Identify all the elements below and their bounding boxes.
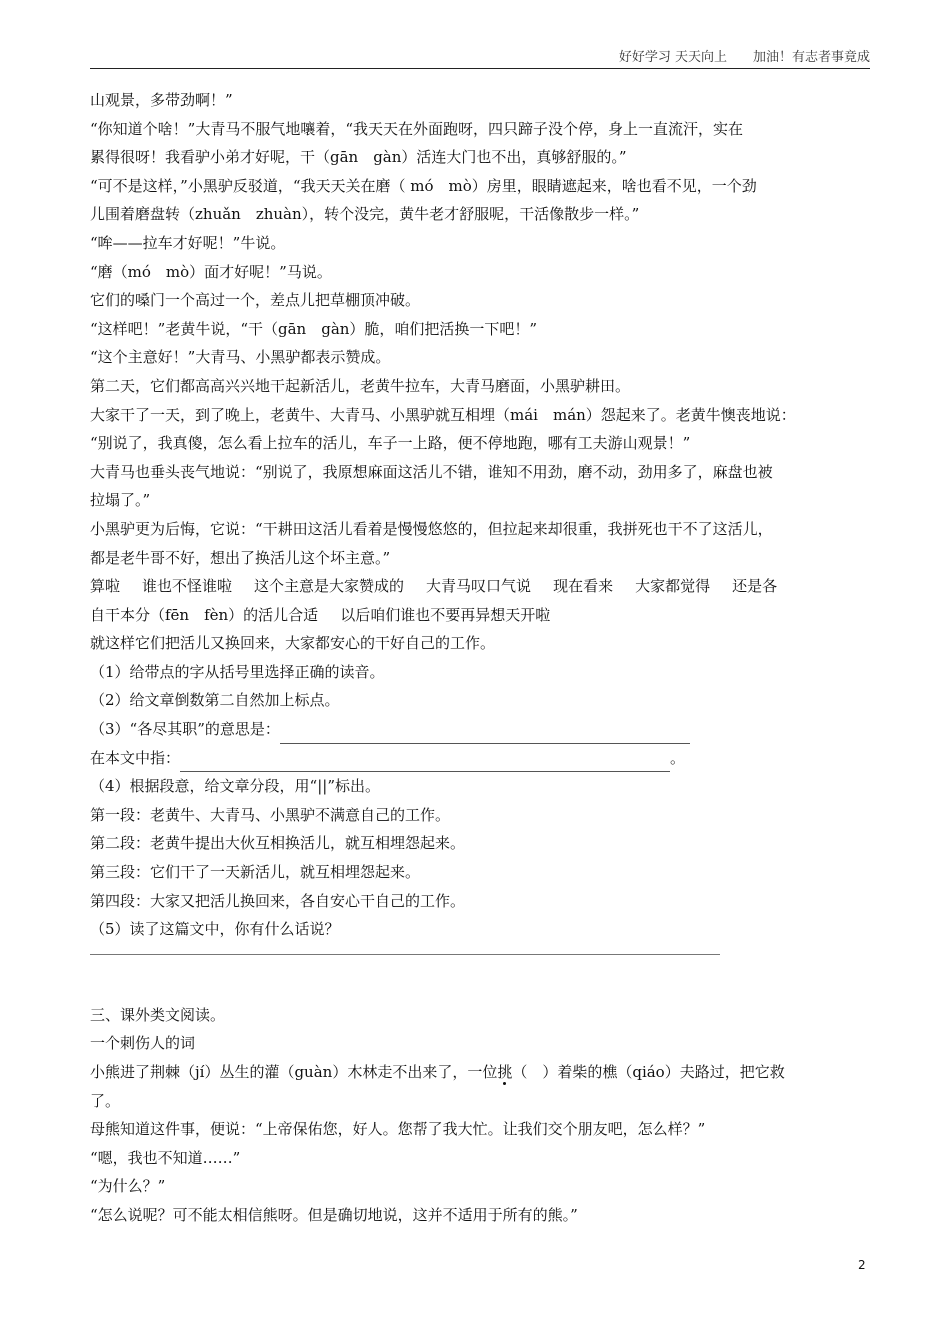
fragment: 这个主意是大家赞成的 — [254, 577, 405, 596]
fragment: 谁也不怪谁啦 — [142, 577, 233, 596]
story-paragraph-3: “嗯，我也不知道……” — [90, 1148, 241, 1167]
text-line: “可不是这样，”小黑驴反驳道，“我天天关在磨（ mó mò）房里，眼睛遮起来，啥也看不见，一个劲 — [90, 176, 757, 195]
question-3-reference — [90, 744, 870, 773]
text-line: “这样吧！”老黄牛说，“干（gān gàn）脆，咱们把活换一下吧！” — [90, 319, 538, 338]
unpunctuated-passage-line-2 — [90, 601, 870, 630]
text-line: 都是老牛哥不好，想出了换活儿这个坏主意。” — [90, 548, 391, 567]
unpunctuated-passage-line-1 — [90, 572, 870, 601]
fragment: 算啦 — [90, 577, 121, 596]
fragment: 以后咱们谁也不要再异想天开啦 — [340, 605, 551, 624]
header-motto-right: 加油！有志者事竟成 — [752, 50, 870, 65]
story-title: 一个刺伤人的词 — [90, 1034, 196, 1053]
segment-1: 第一段：老黄牛、大青马、小黑驴不满意自己的工作。 — [90, 805, 451, 824]
page-header — [90, 46, 870, 69]
page-number: 2 — [858, 1258, 866, 1272]
fragment: 大家都觉得 — [635, 577, 711, 596]
header-motto-left: 好好学习 天天向上 — [618, 50, 727, 65]
text-line: 儿围着磨盘转（zhuǎn zhuàn），转个没完，黄牛老才舒服呢，干活像散步一样。” — [90, 205, 640, 224]
text-line: “磨（mó mò）面才好呢！”马说。 — [90, 262, 332, 281]
segment-4: 第四段：大家又把活儿换回来，各自安心干自己的工作。 — [90, 891, 466, 910]
question-1: （1）给带点的字从括号里选择正确的读音。 — [90, 662, 385, 681]
text-line: 第二天，它们都高高兴兴地干起新活儿，老黄牛拉车，大青马磨面，小黑驴耕田。 — [90, 376, 631, 395]
question-3-label: （3）“各尽其职”的意思是： — [90, 720, 280, 739]
story-paragraph-5: “怎么说呢？可不能太相信熊呀。但是确切地说，这并不适用于所有的熊。” — [90, 1205, 578, 1224]
segment-3: 第三段：它们干了一天新活儿，就互相埋怨起来。 — [90, 863, 421, 882]
fragment: 大青马叹口气说 — [426, 577, 532, 596]
answer-blank[interactable] — [280, 725, 690, 744]
question-2: （2）给文章倒数第二自然加上标点。 — [90, 691, 340, 710]
answer-blank[interactable] — [180, 753, 670, 772]
question-4: （4）根据段意，给文章分段，用“||”标出。 — [90, 777, 380, 796]
fragment: 现在看来 — [553, 577, 614, 596]
story-paragraph-1: 小熊进了荆棘（jí）丛生的灌（guàn）木林走不出来了，一位挑（ ）着柴的樵（qiáo）夫路过，把它救 — [90, 1063, 785, 1081]
text-line: 大家干了一天，到了晚上，老黄牛、大青马、小黑驴就互相埋（mái mán）怨起来了。老黄牛懊丧地说： — [90, 405, 796, 424]
text-line: “你知道个啥！”大青马不服气地嚷着，“我天天在外面跑呀，四只蹄子没个停，身上一直流汗，实在 — [90, 119, 744, 138]
section-heading: 三、课外类文阅读。 — [90, 1005, 226, 1024]
story-paragraph-2: 母熊知道这件事，便说：“上帝保佑您，好人。您帮了我大忙。让我们交个朋友吧，怎么样？” — [90, 1120, 706, 1139]
text-line: 拉塌了。” — [90, 491, 151, 510]
question-5: （5）读了这篇文中，你有什么话说？ — [90, 920, 340, 939]
text-line: “别说了，我真傻，怎么看上拉车的活儿，车子一上路，便不停地跑，哪有工夫游山观景！” — [90, 434, 691, 453]
text-line: 它们的嗓门一个高过一个，差点儿把草棚顶冲破。 — [90, 291, 421, 310]
text-line: 山观景，多带劲啊！” — [90, 91, 233, 109]
reference-label: 在本文中指： — [90, 748, 181, 767]
text-line: 大青马也垂头丧气地说：“别说了，我原想麻面这活儿不错，谁知不用劲，磨不动，劲用多了，麻盘也被 — [90, 462, 773, 481]
period: 。 — [670, 748, 686, 767]
answer-line[interactable] — [90, 944, 720, 955]
question-3 — [90, 715, 870, 744]
text-line: 就这样它们把活儿又换回来，大家都安心的干好自己的工作。 — [90, 634, 496, 653]
fragment: 还是各 — [732, 577, 778, 596]
text-line: 小黑驴更为后悔，它说：“干耕田这活儿看着是慢慢悠悠的，但拉起来却很重，我拼死也干不了这活儿， — [90, 519, 773, 538]
text-line: “这个主意好！”大青马、小黑驴都表示赞成。 — [90, 348, 391, 367]
segment-2: 第二段：老黄牛提出大伙互相换活儿，就互相埋怨起来。 — [90, 834, 466, 853]
story-paragraph-4: “为什么？” — [90, 1177, 166, 1196]
text-line: 累得很呀！我看驴小弟才好呢，干（gān gàn）活连大门也不出，真够舒服的。” — [90, 148, 627, 167]
dotted-character: 挑 — [497, 1063, 513, 1081]
story-paragraph-1-cont: 了。 — [90, 1091, 121, 1110]
text-line: “哞——拉车才好呢！”牛说。 — [90, 233, 286, 252]
document-body — [90, 86, 870, 1230]
fragment: 自干本分（fēn fèn）的活儿合适 — [90, 605, 319, 624]
